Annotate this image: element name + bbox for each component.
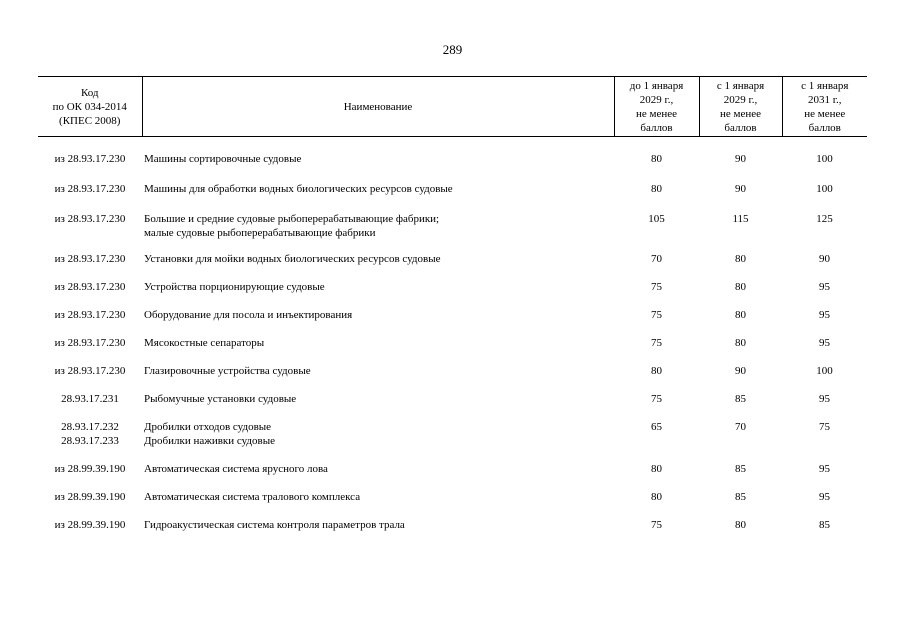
code-text: из 28.99.39.190 <box>54 491 126 503</box>
code-text: из 28.93.17.230 <box>54 153 126 165</box>
name-cell <box>142 280 614 294</box>
value-from-2031: 125 <box>816 213 833 225</box>
name-text: Мясокостные сепараторы <box>144 337 265 349</box>
row-spacer <box>38 350 867 364</box>
code-text: из 28.93.17.230 <box>54 309 126 321</box>
name-cell <box>142 462 614 476</box>
table-row <box>38 280 867 294</box>
value-before-2029: 80 <box>651 153 662 165</box>
name-cell <box>142 420 614 448</box>
value-from-2029: 85 <box>735 463 746 475</box>
row-spacer-cell <box>38 294 867 308</box>
row-spacer <box>38 504 867 518</box>
header-from-2031-line: не менее <box>804 108 846 120</box>
value-before-2029: 80 <box>651 365 662 377</box>
value-from-2029: 115 <box>732 213 749 225</box>
code-text: из 28.99.39.190 <box>54 519 126 531</box>
header-from-2029-line: с 1 января <box>716 80 765 92</box>
value-from-2029: 90 <box>735 153 746 165</box>
name-cell <box>142 336 614 350</box>
table-row <box>38 212 867 240</box>
header-from-2031-line: 2031 г., <box>807 94 842 106</box>
value-from-2029: 80 <box>735 519 746 531</box>
value-from-2031: 95 <box>819 309 830 321</box>
table-row <box>38 152 867 166</box>
code-text: 28.93.17.233 <box>61 435 119 447</box>
table-row <box>38 364 867 378</box>
value-before-2029: 75 <box>651 281 662 293</box>
name-text: Автоматическая система тралового комплекса <box>144 491 361 503</box>
name-text: Глазировочные устройства судовые <box>144 365 311 377</box>
value-from-2029: 70 <box>735 421 746 433</box>
header-from-2031-line: баллов <box>808 122 841 134</box>
value-before-2029: 80 <box>651 183 662 195</box>
header-name-line: Наименование <box>343 101 413 113</box>
code-cell <box>38 252 142 266</box>
table-row <box>38 336 867 350</box>
name-cell <box>142 392 614 406</box>
code-cell <box>38 518 142 532</box>
header-code-line: Код <box>80 87 99 99</box>
name-cell <box>142 490 614 504</box>
value-from-2031: 90 <box>819 253 830 265</box>
code-cell <box>38 336 142 350</box>
table-row <box>38 490 867 504</box>
code-cell <box>38 308 142 322</box>
row-spacer <box>38 378 867 392</box>
table-row <box>38 518 867 532</box>
code-text: из 28.93.17.230 <box>54 281 126 293</box>
code-text: 28.93.17.231 <box>61 393 119 405</box>
row-spacer-cell <box>38 196 867 212</box>
value-before-2029: 80 <box>651 491 662 503</box>
header-from-2029-line: не менее <box>719 108 761 120</box>
header-code-line: (КПЕС 2008) <box>59 115 121 127</box>
value-from-2029: 85 <box>735 491 746 503</box>
value-before-2029: 105 <box>648 213 665 225</box>
value-from-2029: 80 <box>735 309 746 321</box>
value-before-2029: 75 <box>651 309 662 321</box>
header-before-2029-line: не менее <box>635 108 677 120</box>
name-text: Автоматическая система ярусного лова <box>144 463 328 475</box>
header-name <box>142 77 614 137</box>
row-spacer-cell <box>38 406 867 420</box>
value-from-2031: 95 <box>819 463 830 475</box>
name-text: Устройства порционирующие судовые <box>144 281 325 293</box>
name-text: Оборудование для посола и инъектирования <box>144 309 353 321</box>
header-before-2029-line: до 1 января <box>629 80 684 92</box>
row-spacer <box>38 266 867 280</box>
row-spacer-cell <box>38 240 867 252</box>
table-header <box>38 77 867 137</box>
name-text: Гидроакустическая система контроля параметров трала <box>144 519 405 531</box>
row-spacer-cell <box>38 504 867 518</box>
code-cell <box>38 462 142 476</box>
row-spacer-cell <box>38 266 867 280</box>
name-text: Большие и средние судовые рыбоперерабатывающие фабрики; <box>144 213 440 225</box>
row-spacer-cell <box>38 166 867 182</box>
name-text: Рыбомучные установки судовые <box>144 393 297 405</box>
code-cell <box>38 152 142 166</box>
header-from-2031 <box>782 77 867 137</box>
value-from-2029: 90 <box>735 365 746 377</box>
value-from-2031: 100 <box>816 153 833 165</box>
table-body <box>38 137 867 533</box>
value-from-2029: 80 <box>735 281 746 293</box>
name-text: Машины сортировочные судовые <box>144 153 302 165</box>
name-text: Дробилки отходов судовые <box>144 421 272 433</box>
value-from-2031: 95 <box>819 491 830 503</box>
value-before-2029: 65 <box>651 421 662 433</box>
header-before-2029-line: 2029 г., <box>639 94 674 106</box>
code-text: из 28.93.17.230 <box>54 213 126 225</box>
value-before-2029: 80 <box>651 463 662 475</box>
value-from-2031: 95 <box>819 281 830 293</box>
header-code-line: по ОК 034-2014 <box>52 101 127 113</box>
code-text: из 28.93.17.230 <box>54 365 126 377</box>
name-cell <box>142 152 614 166</box>
row-spacer-cell <box>38 448 867 462</box>
name-text: малые судовые рыбоперерабатывающие фабрики <box>144 227 376 239</box>
header-from-2029-line: 2029 г., <box>723 94 758 106</box>
value-from-2031: 95 <box>819 337 830 349</box>
value-from-2029: 80 <box>735 253 746 265</box>
requirements-table <box>38 76 867 532</box>
value-from-2031: 75 <box>819 421 830 433</box>
row-spacer-cell <box>38 378 867 392</box>
header-before-2029 <box>614 77 699 137</box>
table-row <box>38 420 867 448</box>
header-from-2031-line: с 1 января <box>801 80 849 92</box>
header-from-2029-line: баллов <box>724 122 757 134</box>
name-text: Машины для обработки водных биологических ресурсов судовые <box>144 183 453 195</box>
row-spacer <box>38 322 867 336</box>
value-before-2029: 75 <box>651 337 662 349</box>
name-cell <box>142 212 614 240</box>
header-from-2029 <box>699 77 782 137</box>
table-row <box>38 462 867 476</box>
table-row <box>38 392 867 406</box>
code-cell <box>38 364 142 378</box>
row-spacer <box>38 476 867 490</box>
row-spacer <box>38 294 867 308</box>
value-from-2031: 95 <box>819 393 830 405</box>
name-text: Дробилки наживки судовые <box>144 435 275 447</box>
value-before-2029: 75 <box>651 393 662 405</box>
name-cell <box>142 182 614 196</box>
name-cell <box>142 518 614 532</box>
row-spacer-cell <box>38 350 867 364</box>
header-code <box>38 77 142 137</box>
value-from-2029: 85 <box>735 393 746 405</box>
value-from-2029: 90 <box>735 183 746 195</box>
row-spacer-cell <box>38 137 867 153</box>
table-row <box>38 182 867 196</box>
table-row <box>38 308 867 322</box>
code-text: из 28.93.17.230 <box>54 253 126 265</box>
name-text: Установки для мойки водных биологических ресурсов судовые <box>144 253 441 265</box>
row-spacer <box>38 406 867 420</box>
row-spacer-cell <box>38 322 867 336</box>
page-number: 289 <box>442 42 463 57</box>
value-from-2031: 85 <box>819 519 830 531</box>
value-before-2029: 75 <box>651 519 662 531</box>
name-cell <box>142 252 614 266</box>
code-text: 28.93.17.232 <box>61 421 119 433</box>
name-cell <box>142 364 614 378</box>
row-spacer-cell <box>38 476 867 490</box>
code-cell <box>38 420 142 448</box>
value-from-2029: 80 <box>735 337 746 349</box>
row-spacer <box>38 137 867 153</box>
code-cell <box>38 490 142 504</box>
code-cell <box>38 280 142 294</box>
code-text: из 28.93.17.230 <box>54 337 126 349</box>
row-spacer <box>38 448 867 462</box>
table-row <box>38 252 867 266</box>
row-spacer <box>38 196 867 212</box>
header-before-2029-line: баллов <box>640 122 673 134</box>
row-spacer <box>38 166 867 182</box>
code-cell <box>38 182 142 196</box>
code-text: из 28.99.39.190 <box>54 463 126 475</box>
value-before-2029: 70 <box>651 253 662 265</box>
code-cell <box>38 392 142 406</box>
row-spacer <box>38 240 867 252</box>
name-cell <box>142 308 614 322</box>
code-cell <box>38 212 142 240</box>
value-from-2031: 100 <box>816 365 833 377</box>
value-from-2031: 100 <box>816 183 833 195</box>
code-text: из 28.93.17.230 <box>54 183 126 195</box>
